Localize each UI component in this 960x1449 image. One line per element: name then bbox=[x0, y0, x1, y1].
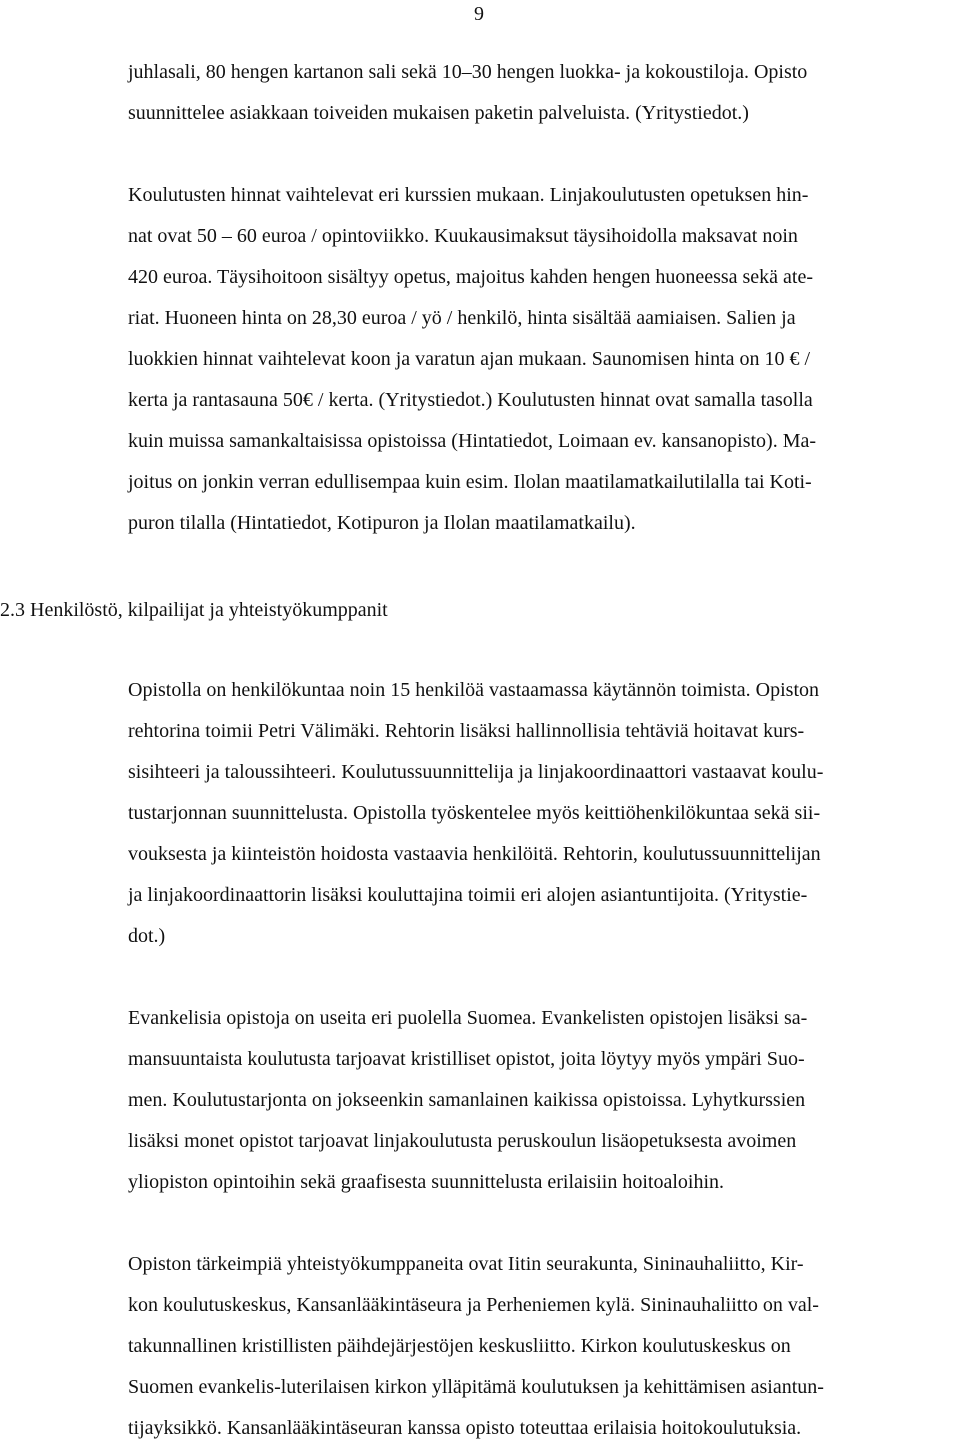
text-line: rehtorina toimii Petri Välimäki. Rehtorin lisäksi hallinnollisia tehtäviä hoitavat kurs- bbox=[128, 720, 805, 742]
text-line: tustarjonnan suunnittelusta. Opistolla työskentelee myös keittiöhenkilökuntaa sekä sii- bbox=[128, 802, 821, 824]
text-line: kerta ja rantasauna 50€ / kerta. (Yritystiedot.) Koulutusten hinnat ovat samalla tasolla bbox=[128, 389, 813, 411]
text-line: riat. Huoneen hinta on 28,30 euroa / yö / henkilö, hinta sisältää aamiaisen. Salien ja bbox=[128, 307, 796, 329]
text-line: yliopiston opintoihin sekä graafisesta suunnittelusta erilaisiin hoitoaloihin. bbox=[128, 1171, 725, 1193]
page-number: 9 bbox=[474, 3, 484, 25]
text-line: 420 euroa. Täysihoitoon sisältyy opetus, majoitus kahden hengen huoneessa sekä ate- bbox=[128, 266, 814, 288]
text-line: kuin muissa samankaltaisissa opistoissa (Hintatiedot, Loimaan ev. kansanopisto). Ma- bbox=[128, 430, 817, 452]
text-line: ja linjakoordinaattorin lisäksi kouluttajina toimii eri alojen asiantuntijoita. (Yritystie- bbox=[128, 884, 808, 906]
text-line: sisihteeri ja taloussihteeri. Koulutussuunnittelija ja linjakoordinaattori vastaavat koulu- bbox=[128, 761, 824, 783]
body-text-bottom bbox=[128, 670, 928, 1449]
text-line: Opiston tärkeimpiä yhteistyökumppaneita ovat Iitin seurakunta, Sininauhaliitto, Kir- bbox=[128, 1253, 804, 1275]
text-line: Opistolla on henkilökuntaa noin 15 henkilöä vastaamassa käytännön toimista. Opiston bbox=[128, 679, 819, 701]
text-line: takunnallinen kristillisten päihdejärjestöjen keskusliitto. Kirkon koulutuskeskus on bbox=[128, 1335, 791, 1357]
text-line: Koulutusten hinnat vaihtelevat eri kurssien mukaan. Linjakoulutusten opetuksen hin- bbox=[128, 184, 809, 206]
text-line: Evankelisia opistoja on useita eri puolella Suomea. Evankelisten opistojen lisäksi sa- bbox=[128, 1007, 808, 1029]
paragraph-3 bbox=[128, 670, 928, 957]
body-text-top bbox=[128, 52, 928, 544]
text-line: joitus on jonkin verran edullisempaa kuin esim. Ilolan maatilamatkailutilalla tai Koti- bbox=[128, 471, 812, 493]
paragraph-4 bbox=[128, 998, 928, 1203]
text-line: lisäksi monet opistot tarjoavat linjakoulutusta peruskoulun lisäopetuksesta avoimen bbox=[128, 1130, 797, 1152]
text-line: tijayksikkö. Kansanlääkintäseuran kanssa opisto toteuttaa erilaisia hoitokoulutuksia. bbox=[128, 1417, 802, 1439]
text-line: kon koulutuskeskus, Kansanlääkintäseura ja Perheniemen kylä. Sininauhaliitto on val- bbox=[128, 1294, 819, 1316]
text-line: Suomen evankelis-luterilaisen kirkon ylläpitämä koulutuksen ja kehittämisen asiantun- bbox=[128, 1376, 824, 1398]
text-line: nat ovat 50 – 60 euroa / opintoviikko. Kuukausimaksut täysihoidolla maksavat noin bbox=[128, 225, 798, 247]
text-line: juhlasali, 80 hengen kartanon sali sekä 10–30 hengen luokka- ja kokoustiloja. Opisto bbox=[128, 61, 808, 83]
text-line: mansuuntaista koulutusta tarjoavat kristilliset opistot, joita löytyy myös ympäri Suo- bbox=[128, 1048, 805, 1070]
text-line: men. Koulutustarjonta on jokseenkin samanlainen kaikissa opistoissa. Lyhytkurssien bbox=[128, 1089, 806, 1111]
text-line: vouksesta ja kiinteistön hoidosta vastaavia henkilöitä. Rehtorin, koulutussuunnittelijan bbox=[128, 843, 821, 865]
text-line: puron tilalla (Hintatiedot, Kotipuron ja Ilolan maatilamatkailu). bbox=[128, 512, 636, 534]
text-line: suunnittelee asiakkaan toiveiden mukaisen paketin palveluista. (Yritystiedot.) bbox=[128, 102, 749, 124]
paragraph-2 bbox=[128, 175, 928, 544]
section-heading: 2.3 Henkilöstö, kilpailijat ja yhteistyökumppanit bbox=[0, 599, 388, 621]
paragraph-5 bbox=[128, 1244, 928, 1449]
paragraph-1 bbox=[128, 52, 928, 134]
text-line: luokkien hinnat vaihtelevat koon ja varatun ajan mukaan. Saunomisen hinta on 10 € / bbox=[128, 348, 811, 370]
text-line: dot.) bbox=[128, 925, 166, 947]
